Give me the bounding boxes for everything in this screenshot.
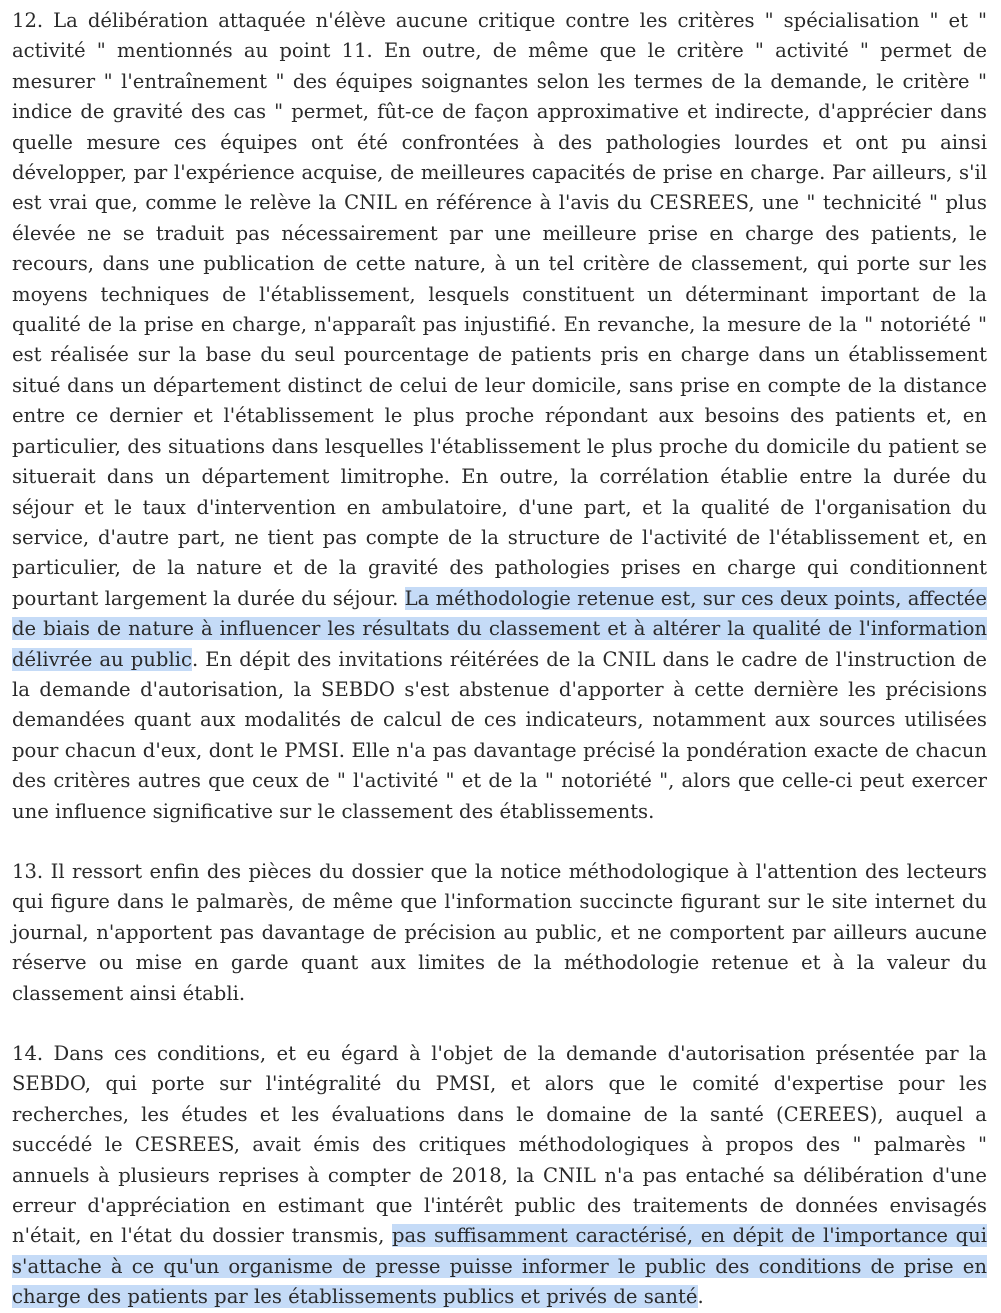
paragraph-14: [12, 1039, 987, 1313]
paragraph-14-highlighted-text: pas suffisamment caractérisé, en dépit de l'importance qui s'attache à ce qu'un organisme de presse puisse informer le public des conditions de prise en charge des patients par les établissements publics et privés de santé: [12, 1224, 988, 1309]
paragraph-14-text-start: 14. Dans ces conditions, et eu égard à l'objet de la demande d'autorisation présentée par la SEBDO, qui porte sur l'intégralité du PMSI, et alors que le comité d'expertise pour les recherches, les études et les évaluations dans le domaine de la santé (CEREES), auquel a succédé le CESREES, avait émis des critiques méthodologiques à propos des " palmarès " annuels à plusieurs reprises à compter de 2018, la CNIL n'a pas entaché sa délibération d'une erreur d'appréciation en estimant que l'intérêt public des traitements de données envisagés n'était, en l'état du dossier transmis,: [12, 1042, 987, 1248]
paragraph-13-text: 13. Il ressort enfin des pièces du dossier que la notice méthodologique à l'attention des lecteurs qui figure dans le palmarès, de même que l'information succincte figurant sur le site internet du journal, n'apportent pas davantage de précision au public, et ne comportent par ailleurs aucune réserve ou mise en garde quant aux limites de la méthodologie retenue et à la valeur du classement ainsi établi.: [12, 859, 987, 1005]
paragraph-12-text-end: . En dépit des invitations réitérées de la CNIL dans le cadre de l'instruction de la demande d'autorisation, la SEBDO s'est abstenue d'apporter à cette dernière les précisions demandées quant aux modalités de calcul de ces indicateurs, notamment aux sources utilisées pour chacun d'eux, dont le PMSI. Elle n'a pas davantage précisé la pondération exacte de chacun des critères autres que ceux de " l'activité " et de la " notoriété ", alors que celle-ci peut exercer une influence significative sur le classement des établissements.: [12, 647, 987, 823]
paragraph-12-text-start: 12. La délibération attaquée n'élève aucune critique contre les critères " spécialisation " et " activité " mentionnés au point 11. En outre, de même que le critère " activité " permet de mesurer " l'entraînement " des équipes soignantes selon les termes de la demande, le critère " indice de gravité des cas " permet, fût-ce de façon approximative et indirecte, d'apprécier dans quelle mesure ces équipes ont été confrontées à des pathologies lourdes et ont pu ainsi développer, par l'expérience acquise, de meilleures capacités de prise en charge. Par ailleurs, s'il est vrai que, comme le relève la CNIL en référence à l'avis du CESREES, une " technicité " plus élevée ne se traduit pas nécessairement par une meilleure prise en charge des patients, le recours, dans une publication de cette nature, à un tel critère de classement, qui porte sur les moyens techniques de l'établissement, lesquels constituent un déterminant important de la qualité de la prise en charge, n'apparaît pas injustifié. En revanche, la mesure de la " notoriété " est réalisée sur la base du seul pourcentage de patients pris en charge dans un établissement situé dans un département distinct de celui de leur domicile, sans prise en compte de la distance entre ce dernier et l'établissement le plus proche répondant aux besoins des patients et, en particulier, des situations dans lesquelles l'établissement le plus proche du domicile du patient se situerait dans un département limitrophe. En outre, la corrélation établie entre la durée du séjour et le taux d'intervention en ambulatoire, d'une part, et la qualité de l'organisation du service, d'autre part, ne tient pas compte de la structure de l'activité de l'établissement et, en particulier, de la nature et de la gravité des pathologies prises en charge qui conditionnent pourtant largement la durée du séjour.: [12, 9, 987, 610]
paragraph-13: [12, 857, 987, 1009]
paragraph-12-highlighted-text: La méthodologie retenue est, sur ces deux points, affectée de biais de nature à influencer les résultats du classement et à altérer la qualité de l'information délivrée au public: [12, 586, 987, 671]
paragraph-14-text-end: .: [697, 1285, 704, 1309]
paragraph-12: [12, 6, 987, 827]
